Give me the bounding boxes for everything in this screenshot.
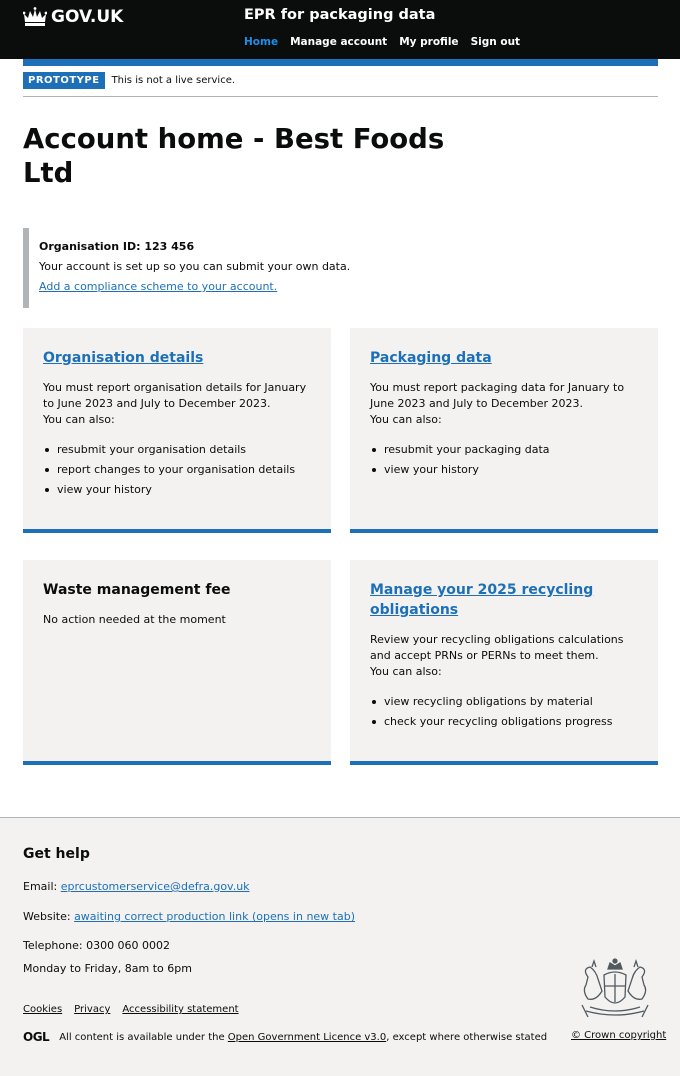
nav-manage-account[interactable]: Manage account: [290, 36, 388, 48]
list-item: view recycling obligations by material: [370, 692, 638, 712]
card-body: [370, 380, 638, 428]
list-item: resubmit your organisation details: [43, 440, 311, 460]
add-compliance-scheme-link[interactable]: Add a compliance scheme to your account.: [39, 280, 278, 293]
nav-my-profile[interactable]: My profile: [399, 36, 459, 48]
footer-telephone: Telephone: 0300 060 0002: [23, 939, 171, 952]
list-item: report changes to your organisation details: [43, 460, 311, 480]
nav-sign-out[interactable]: Sign out: [470, 36, 521, 48]
card-body-text: You must report organisation details for January to June 2023 and July to December 2023.: [43, 381, 307, 410]
licence-row: [23, 1030, 547, 1044]
organisation-details-link[interactable]: Organisation details: [43, 350, 204, 366]
footer-links: [23, 1004, 239, 1015]
nav-home[interactable]: Home: [244, 36, 279, 48]
organisation-inset: [23, 228, 658, 308]
list-item: check your recycling obligations progress: [370, 712, 638, 732]
recycling-obligations-link[interactable]: Manage your 2025 recycling obligations: [370, 582, 594, 618]
open-government-licence-link[interactable]: Open Government Licence v3.0: [227, 1031, 387, 1043]
cookies-link[interactable]: Cookies: [23, 1004, 63, 1015]
footer-hours: Monday to Friday, 8am to 6pm: [23, 962, 192, 975]
waste-management-fee-heading: Waste management fee: [43, 582, 231, 598]
page-title: Account home - Best Foods Ltd: [23, 123, 445, 189]
footer-website: [23, 910, 355, 924]
header-nav: [244, 36, 520, 48]
card-list: [43, 440, 311, 500]
card-organisation-details: [23, 328, 331, 533]
licence-text: [59, 1032, 547, 1043]
ogl-logo: OGL: [23, 1030, 50, 1044]
service-name-link[interactable]: EPR for packaging data: [244, 7, 436, 23]
header: [0, 0, 680, 59]
organisation-id: Organisation ID: 123 456: [39, 240, 195, 253]
header-blue-bar: [23, 59, 658, 66]
email-label: Email:: [23, 880, 58, 893]
card-list: [370, 692, 638, 732]
crown-icon: [23, 7, 47, 27]
card-waste-management-fee: [23, 560, 331, 765]
card-body: [370, 632, 638, 680]
website-label: Website:: [23, 910, 71, 923]
list-item: view your history: [370, 460, 638, 480]
phase-banner: [23, 72, 658, 97]
privacy-link[interactable]: Privacy: [74, 1004, 111, 1015]
royal-coat-of-arms-icon: [574, 957, 656, 1025]
card-list: [370, 440, 638, 480]
phase-text: This is not a live service.: [111, 75, 236, 86]
packaging-data-link[interactable]: Packaging data: [370, 350, 492, 366]
govuk-logo-link[interactable]: [23, 6, 123, 28]
card-body-text: No action needed at the moment: [43, 613, 226, 626]
get-help-heading: Get help: [23, 846, 90, 862]
list-item: resubmit your packaging data: [370, 440, 638, 460]
website-link[interactable]: awaiting correct production link (opens in new tab): [74, 910, 355, 923]
card-body-text: You must report packaging data for January to June 2023 and July to December 2023.: [370, 381, 625, 410]
phase-tag: PROTOTYPE: [23, 72, 105, 89]
card-packaging-data: [350, 328, 658, 533]
card-body-also: You can also:: [43, 413, 115, 426]
govuk-logo-text: GOV.UK: [51, 7, 124, 27]
crown-copyright-link[interactable]: © Crown copyright: [571, 1030, 667, 1041]
list-item: view your history: [43, 480, 311, 500]
licence-suffix: , except where otherwise stated: [386, 1031, 548, 1043]
card-body-also: You can also:: [370, 413, 442, 426]
email-link[interactable]: eprcustomerservice@defra.gov.uk: [60, 880, 250, 893]
licence-prefix: All content is available under the: [59, 1031, 225, 1043]
card-body-also: You can also:: [370, 665, 442, 678]
card-body-text: Review your recycling obligations calculations and accept PRNs or PERNs to meet them.: [370, 633, 624, 662]
card-recycling-obligations: [350, 560, 658, 765]
accessibility-statement-link[interactable]: Accessibility statement: [122, 1004, 239, 1015]
footer: [0, 817, 680, 1076]
inset-text: Your account is set up so you can submit your own data.: [39, 260, 351, 273]
footer-email: [23, 880, 250, 894]
card-body: [43, 380, 311, 428]
